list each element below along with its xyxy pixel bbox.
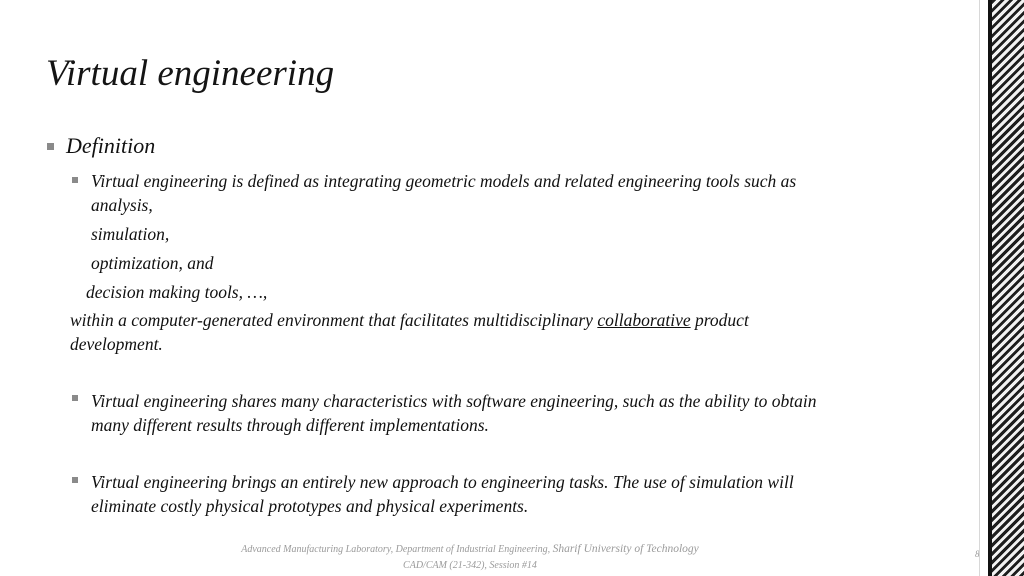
collaborative-word: collaborative xyxy=(597,310,691,330)
bullet-text: eliminate costly physical prototypes and physical experiments. xyxy=(91,496,529,516)
definition-text: within a computer-generated environment that facilitates multidisciplinary xyxy=(70,310,598,330)
definition-line: decision making tools, …, xyxy=(86,282,268,302)
decorative-stripe-bar xyxy=(988,0,1024,576)
definition-line: simulation, xyxy=(91,224,170,244)
bullet-square-icon xyxy=(72,395,78,401)
definition-heading: Definition xyxy=(66,133,156,158)
page-number: 8 xyxy=(975,549,980,559)
footer-course: CAD/CAM (21-342), Session #14 xyxy=(403,560,537,571)
definition-line: Virtual engineering is defined as integrating geometric models and related engineering tools such as xyxy=(91,171,797,191)
decorative-bar-edge xyxy=(988,0,992,576)
definition-line: analysis, xyxy=(91,195,153,215)
definition-line: development. xyxy=(70,334,163,354)
footer-lab: Advanced Manufacturing Laboratory, Department of Industrial Engineering, xyxy=(241,544,553,555)
footer-university: Sharif University of Technology xyxy=(552,543,699,555)
slide-title: Virtual engineering xyxy=(46,53,335,94)
bullet-square-icon xyxy=(47,143,54,150)
divider xyxy=(979,0,980,576)
bullet-square-icon xyxy=(72,177,78,183)
footer xyxy=(150,541,790,574)
definition-text: product xyxy=(690,310,749,330)
definition-line xyxy=(70,308,749,332)
definition-line: optimization, and xyxy=(91,253,214,273)
bullet-text: Virtual engineering brings an entirely new approach to engineering tasks. The use of simulation will xyxy=(91,472,794,492)
bullet-text: Virtual engineering shares many characteristics with software engineering, such as the ability to obtain xyxy=(91,391,817,411)
bullet-square-icon xyxy=(72,477,78,483)
footer-line xyxy=(150,541,790,558)
bullet-text: many different results through different implementations. xyxy=(91,415,489,435)
